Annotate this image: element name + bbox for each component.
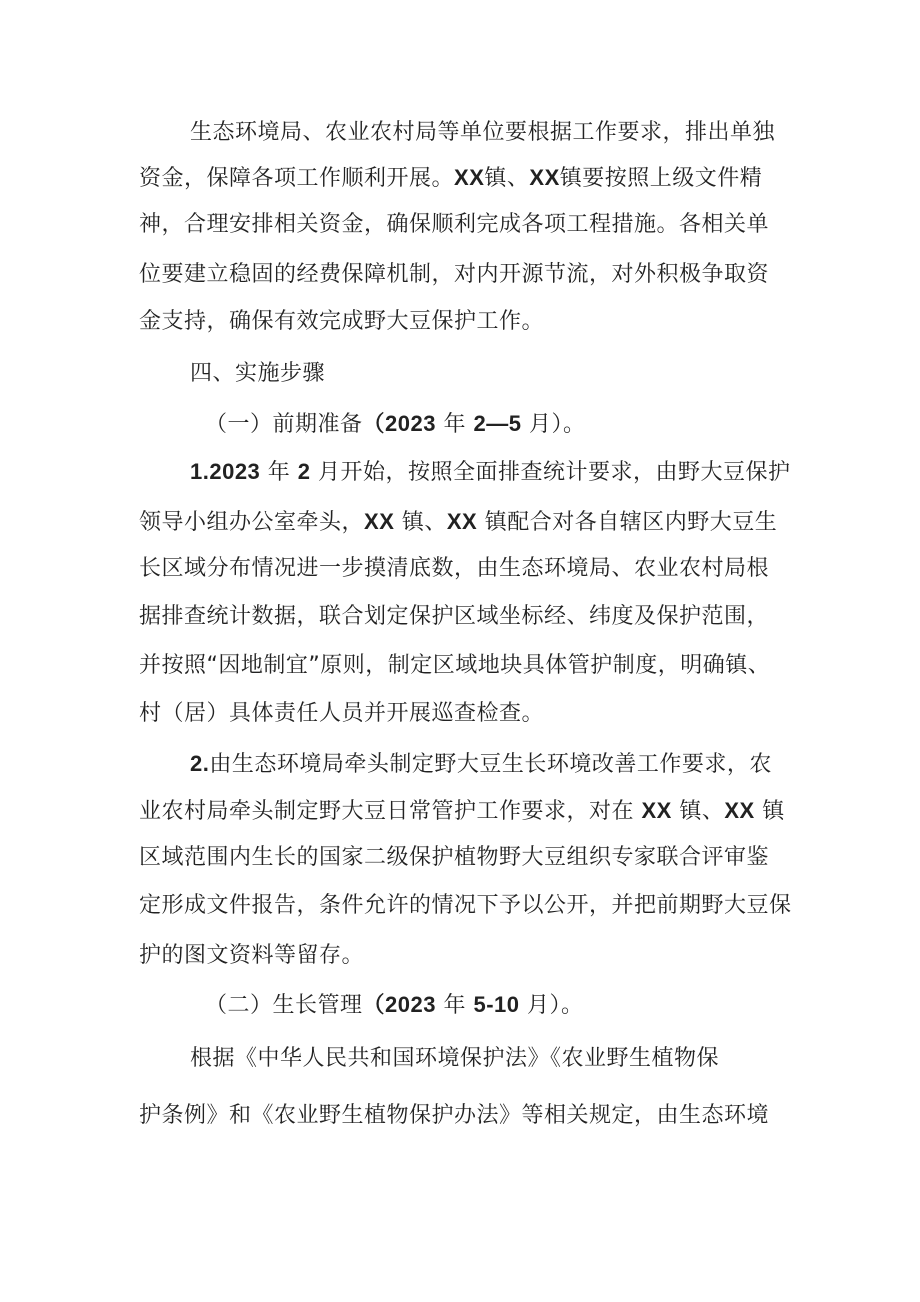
item-number: 1.2023 (190, 459, 261, 484)
paragraph-line (139, 941, 364, 971)
year-text: （2023 (362, 411, 436, 436)
text-run: 区域范围内生长的国家二级保护植物野大豆组织专家联合评审鉴 (139, 845, 770, 870)
text-run: 年 (435, 412, 474, 437)
paragraph-line (139, 699, 544, 729)
heading-text: 四、实施步骤 (190, 361, 326, 386)
text-run: 神，合理安排相关资金，确保顺利完成各项工程措施。各相关单 (139, 212, 770, 237)
text-run: 长区域分布情况进一步摸清底数，由生态环境局、农业农村局根 (139, 556, 770, 581)
text-run: 护的图文资料等留存。 (139, 943, 365, 968)
text-run: 资金，保障各项工作顺利开展。 (139, 166, 455, 191)
paragraph-line (139, 796, 785, 827)
text-run: （一）前期准备 (205, 412, 363, 437)
placeholder-town: XX (724, 798, 755, 823)
paragraph-line (139, 843, 769, 873)
placeholder-town: XX (454, 165, 485, 190)
text-run: 镇、 (394, 510, 447, 535)
section-heading (190, 359, 325, 389)
paragraph-line (139, 260, 769, 290)
text-run: 镇要按照上级文件精 (559, 166, 763, 191)
text-run: 镇 (754, 799, 785, 824)
subsection-heading (205, 990, 584, 1021)
year-text: （2023 (362, 992, 436, 1017)
month-text: 2 (297, 459, 311, 484)
subsection-heading (205, 409, 585, 440)
paragraph-line (139, 210, 769, 240)
text-run: 定形成文件报告，条件允许的情况下予以公开，并把前期野大豆保 (139, 893, 792, 918)
paragraph-line (190, 118, 775, 148)
text-run: 由生态环境局牵头制定野大豆生长环境改善工作要求，农 (209, 752, 772, 777)
placeholder-town: XX (364, 509, 395, 534)
text-run: 年 (435, 993, 474, 1018)
text-run: 镇、 (671, 799, 725, 824)
paragraph-line (190, 1044, 719, 1074)
text-run: 金支持，确保有效完成野大豆保护工作。 (139, 309, 545, 334)
month-range-text: 5-10 (473, 992, 520, 1017)
paragraph-line (190, 457, 791, 488)
paragraph-line (139, 602, 769, 632)
text-run: （二）生长管理 (205, 993, 363, 1018)
month-range-text: 2—5 (473, 411, 522, 436)
text-run: 月）。 (521, 412, 586, 437)
paragraph-line (139, 307, 544, 337)
text-run: 村（居）具体责任人员并开展巡查检查。 (139, 701, 545, 726)
paragraph-line (139, 891, 792, 921)
text-run: 位要建立稳固的经费保障机制，对内开源节流，对外积极争取资 (139, 262, 770, 287)
text-run: 月开始，按照全面排查统计要求，由野大豆保护 (310, 460, 791, 485)
text-run: 并按照“因地制宜”原则，制定区域地块具体管护制度，明确镇、 (139, 653, 771, 678)
paragraph-line (139, 163, 762, 194)
paragraph-line (190, 749, 772, 780)
paragraph-line (139, 554, 769, 584)
text-run: 领导小组办公室牵头， (139, 510, 365, 535)
text-run: 护条例》和《农业野生植物保护办法》等相关规定，由生态环境 (139, 1103, 770, 1128)
paragraph-line (139, 507, 777, 538)
text-run: 业农村局牵头制定野大豆日常管护工作要求，对在 (139, 799, 642, 824)
item-number: 2. (190, 751, 210, 776)
text-run: 生态环境局、农业农村局等单位要根据工作要求，排出单独 (190, 120, 776, 145)
placeholder-town: XX (446, 509, 478, 534)
text-run: 镇、 (484, 166, 530, 191)
paragraph-line (139, 651, 770, 681)
text-run: 年 (260, 460, 298, 485)
text-run: 根据《中华人民共和国环境保护法》《农业野生植物保 (190, 1046, 720, 1071)
placeholder-town: XX (529, 165, 560, 190)
text-run: 镇配合对各自辖区内野大豆生 (477, 510, 778, 535)
text-run: 据排查统计数据，联合划定保护区域坐标经、纬度及保护范围， (139, 604, 770, 629)
paragraph-line (139, 1101, 769, 1131)
text-run: 月）。 (519, 993, 584, 1018)
placeholder-town: XX (641, 798, 672, 823)
